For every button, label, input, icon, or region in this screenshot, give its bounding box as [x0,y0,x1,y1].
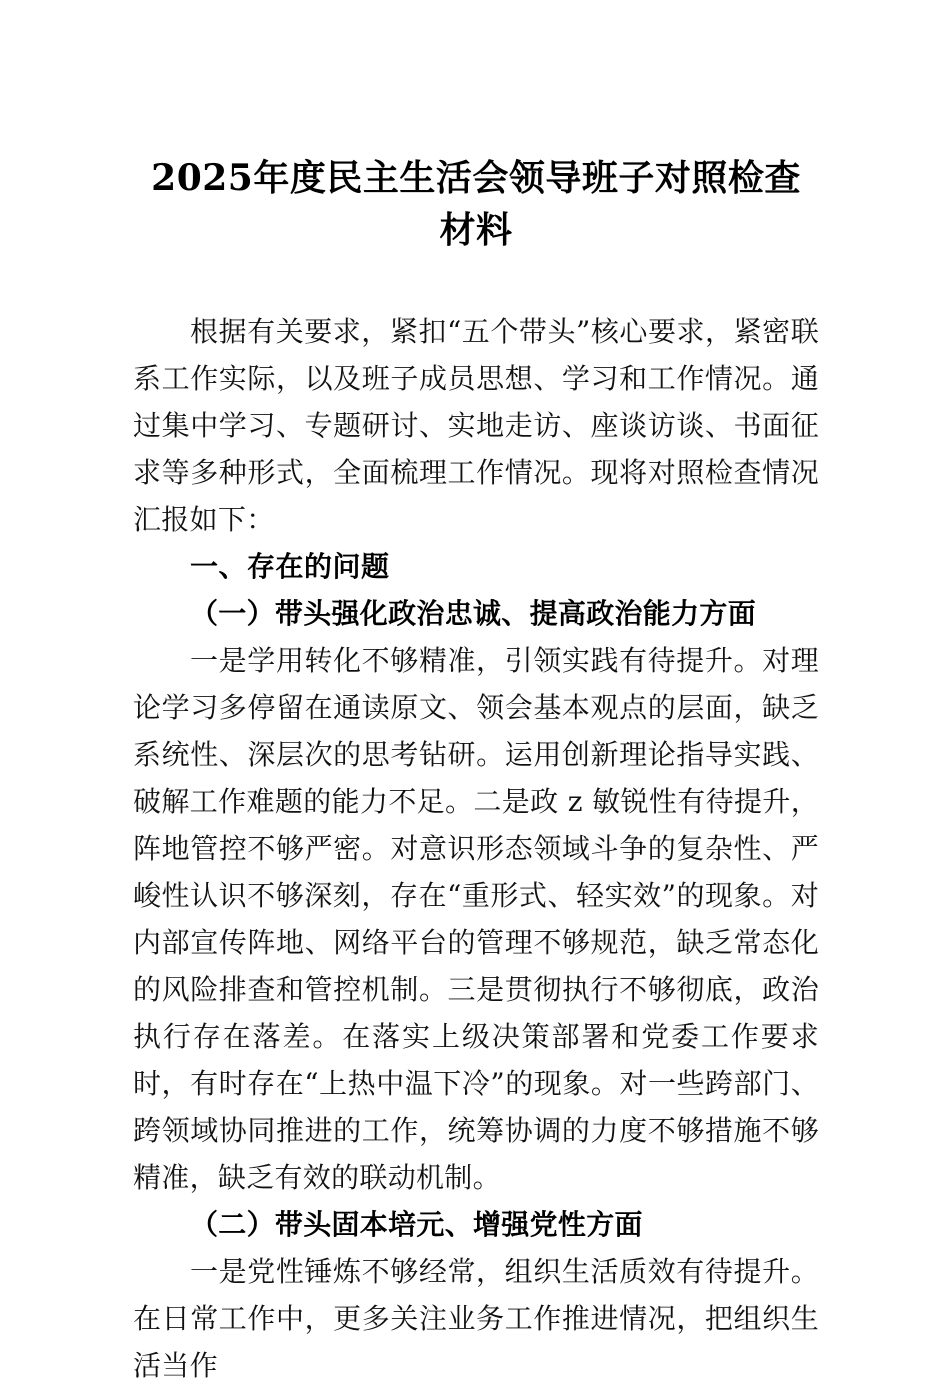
subsection-heading-political-loyalty: （一）带头强化政治忠诚、提高政治能力方面 [190,597,757,630]
document-content-area [133,0,819,1389]
subsection-heading-party-spirit: （二）带头固本培元、增强党性方面 [190,1208,643,1241]
section-heading-existing-problems: 一、存在的问题 [190,550,390,583]
intro-paragraph: 根据有关要求，紧扣“五个带头”核心要求，紧密联系工作实际，以及班子成员思想、学习和工作情况。通过集中学习、专题研讨、实地走访、座谈访谈、书面征求等多种形式，全面梳理工作情况。现将对照检查情况汇报如下： [133,315,819,536]
page-title: 2025年度民主生活会领导班子对照检查材料 [151,157,801,251]
paragraph-political-loyalty-body: 一是学用转化不够精准，引领实践有待提升。对理论学习多停留在通读原文、领会基本观点的层面，缺乏系统性、深层次的思考钻研。运用创新理论指导实践、破解工作难题的能力不足。二是政 z 敏锐性有待提升，阵地管控不够严密。对意识形态领域斗争的复杂性、严峻性认识不够深刻，存在“重形式、轻实效”的现象。对内部宣传阵地、网络平台的管理不够规范，缺乏常态化的风险排查和管控机制。三是贯彻执行不够彻底，政治执行存在落差。在落实上级决策部署和党委工作要求时，有时存在“上热中温下冷”的现象。对一些跨部门、跨领域协同推进的工作，统筹协调的力度不够措施不够精准，缺乏有效的联动机制。 [133,644,819,1194]
paragraph-party-spirit-body: 一是党性锤炼不够经常，组织生活质效有待提升。在日常工作中，更多关注业务工作推进情况，把组织生活当作 [133,1255,819,1382]
